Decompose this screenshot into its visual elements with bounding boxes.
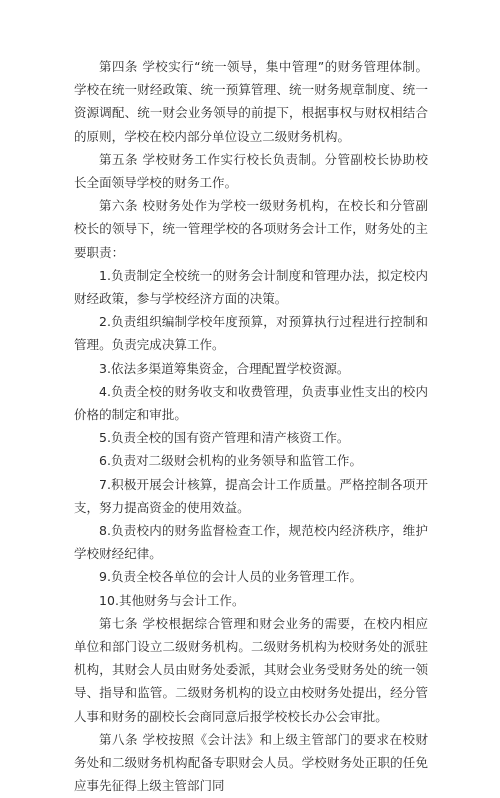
- duty-item-9: 9.负责全校各单位的会计人员的业务管理工作。: [99, 569, 363, 585]
- duty-item-6: 6.负责对二级财会机构的业务领导和监管工作。: [99, 453, 363, 469]
- document-body: [74, 55, 428, 798]
- article-8-paragraph: 第八条 学校按照《会计法》和上级主管部门的要求在校财务处和二级财务机构配备专职财会人员。学校财务处正职的任免应事先征得上级主管部门同: [74, 731, 428, 794]
- duty-item-8: 8.负责校内的财务监督检查工作，规范校内经济秩序，维护学校财经纪律。: [74, 523, 428, 562]
- article-7-paragraph: 第七条 学校根据综合管理和财会业务的需要，在校内相应单位和部门设立二级财务机构。二级财务机构为校财务处的派驻机构，其财会人员由财务处委派，其财会业务受财务处的统一领导、指导和监管。二级财务机构的设立由校财务处提出，经分管人事和财务的副校长会商同意后报学校校长办公会审批。: [74, 615, 428, 724]
- duty-item-7: 7.积极开展会计核算，提高会计工作质量。严格控制各项开支，努力提高资金的使用效益。: [74, 476, 428, 515]
- duty-item-10: 10.其他财务与会计工作。: [99, 592, 245, 608]
- duty-item-5: 5.负责全校的国有资产管理和清产核资工作。: [99, 430, 350, 446]
- duty-item-2: 2.负责组织编制学校年度预算，对预算执行过程进行控制和管理。负责完成决算工作。: [74, 314, 428, 353]
- article-6-paragraph: 第六条 校财务处作为学校一级财务机构，在校长和分管副校长的领导下，统一管理学校的各项财务会计工作，财务处的主要职责：: [74, 198, 428, 260]
- duty-item-3: 3.依法多渠道筹集资金，合理配置学校资源。: [99, 360, 350, 376]
- duty-item-1: 1.负责制定全校统一的财务会计制度和管理办法，拟定校内财经政策，参与学校经济方面的决策。: [74, 267, 428, 307]
- article-4-paragraph: 第四条 学校实行“统一领导，集中管理”的财务管理体制。学校在统一财经政策、统一预算管理、统一财务规章制度、统一资源调配、统一财会业务领导的前提下，根据事权与财权相结合的原则，学校在校内部分单位设立二级财务机构。: [74, 59, 428, 144]
- article-5-paragraph: 第五条 学校财务工作实行校长负责制。分管副校长协助校长全面领导学校的财务工作。: [74, 151, 428, 191]
- duty-item-4: 4.负责全校的财务收支和收费管理，负责事业性支出的校内价格的制定和审批。: [74, 383, 428, 423]
